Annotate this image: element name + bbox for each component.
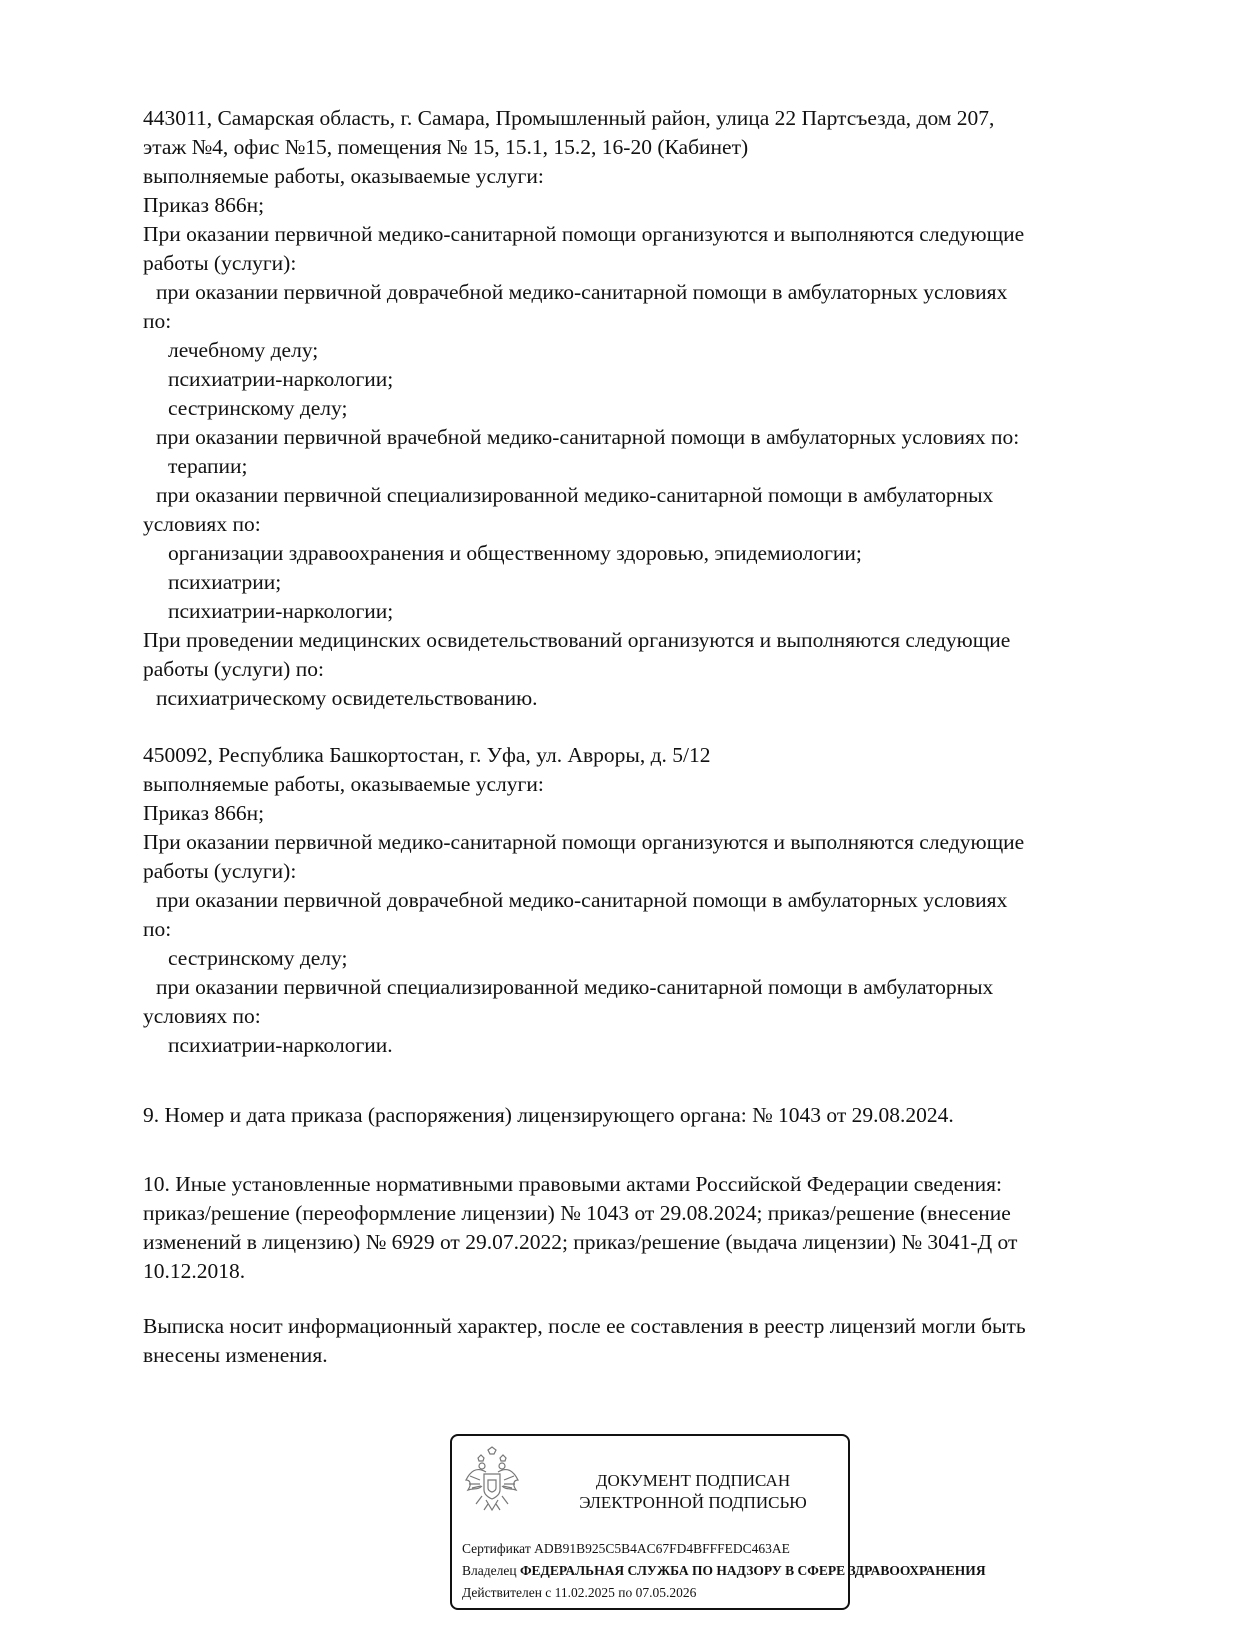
samara-doctor-line: при оказании первичной врачебной медико-санитарной помощи в амбулаторных условиях по: [156,425,1020,449]
samara-order: Приказ 866н; [143,193,265,217]
samara-pmsp-line2: работы (услуги): [143,251,297,275]
stamp-title-line1: ДОКУМЕНТ ПОДПИСАН [595,1471,791,1490]
ufa-pre-doctor-line1: при оказании первичной доврачебной медико-санитарной помощи в амбулаторных условиях [156,888,1008,912]
other-info-line2: приказ/решение (переоформление лицензии) № 1043 от 29.08.2024; приказ/решение (внесение [143,1201,1011,1225]
samara-specialized-item: организации здравоохранения и общественному здоровью, эпидемиологии; [168,541,862,565]
disclaimer-line2: внесены изменения. [143,1343,328,1367]
ufa-works-heading: выполняемые работы, оказываемые услуги: [143,772,544,796]
samara-specialized-item: психиатрии; [168,570,282,594]
ufa-pre-doctor-line2: по: [143,917,172,941]
coat-of-arms-icon [464,1446,520,1518]
stamp-certificate [462,1540,790,1558]
samara-specialized-line1: при оказании первичной специализированной медико-санитарной помощи в амбулаторных [156,483,994,507]
other-info-line3: изменений в лицензию) № 6929 от 29.07.2022; приказ/решение (выдача лицензии) № 3041-Д от [143,1230,1018,1254]
signature-stamp [450,1434,986,1610]
samara-specialized-line2: условиях по: [143,512,261,536]
samara-pmsp-line1: При оказании первичной медико-санитарной помощи организуются и выполняются следующие [143,222,1025,246]
samara-pre-doctor-item: психиатрии-наркологии; [168,367,394,391]
owner-label: Владелец [462,1563,517,1578]
stamp-owner [462,1562,986,1580]
other-info-line1: 10. Иные установленные нормативными правовыми актами Российской Федерации сведения: [143,1172,1002,1196]
certificate-label: Сертификат [462,1541,531,1556]
samara-exam-item: психиатрическому освидетельствованию. [156,686,538,710]
samara-pre-doctor-line1: при оказании первичной доврачебной медико-санитарной помощи в амбулаторных условиях [156,280,1008,304]
owner-value: ФЕДЕРАЛЬНАЯ СЛУЖБА ПО НАДЗОРУ В СФЕРЕ ЗДРАВООХРАНЕНИЯ [519,1563,986,1578]
stamp-title-line2: ЭЛЕКТРОННОЙ ПОДПИСЬЮ [579,1493,807,1512]
samara-exam-line1: При проведении медицинских освидетельствований организуются и выполняются следующие [143,628,1011,652]
samara-pre-doctor-item: сестринскому делу; [168,396,348,420]
ufa-pmsp-line2: работы (услуги): [143,859,297,883]
samara-doctor-item: терапии; [168,454,248,478]
ufa-pmsp-line1: При оказании первичной медико-санитарной помощи организуются и выполняются следующие [143,830,1025,854]
ufa-specialized-item: психиатрии-наркологии. [168,1033,393,1057]
samara-specialized-item: психиатрии-наркологии; [168,599,394,623]
license-order-number: 9. Номер и дата приказа (распоряжения) лицензирующего органа: № 1043 от 29.08.2024. [143,1103,954,1127]
samara-works-heading: выполняемые работы, оказываемые услуги: [143,164,544,188]
ufa-order: Приказ 866н; [143,801,265,825]
samara-exam-line2: работы (услуги) по: [143,657,324,681]
ufa-specialized-line2: условиях по: [143,1004,261,1028]
stamp-validity: Действителен с 11.02.2025 по 07.05.2026 [462,1585,697,1600]
samara-address-line2: этаж №4, офис №15, помещения № 15, 15.1, 15.2, 16-20 (Кабинет) [143,135,749,159]
samara-pre-doctor-line2: по: [143,309,172,333]
other-info-line4: 10.12.2018. [143,1259,246,1283]
ufa-pre-doctor-item: сестринскому делу; [168,946,348,970]
certificate-value: ADB91B925C5B4AC67FD4BFFFEDC463AE [534,1541,790,1556]
samara-pre-doctor-item: лечебному делу; [168,338,319,362]
samara-address-line1: 443011, Самарская область, г. Самара, Промышленный район, улица 22 Партсъезда, дом 207, [143,106,995,130]
disclaimer-line1: Выписка носит информационный характер, после ее составления в реестр лицензий могли быть [143,1314,1026,1338]
ufa-address-line1: 450092, Республика Башкортостан, г. Уфа, ул. Авроры, д. 5/12 [143,743,711,767]
ufa-specialized-line1: при оказании первичной специализированной медико-санитарной помощи в амбулаторных [156,975,994,999]
